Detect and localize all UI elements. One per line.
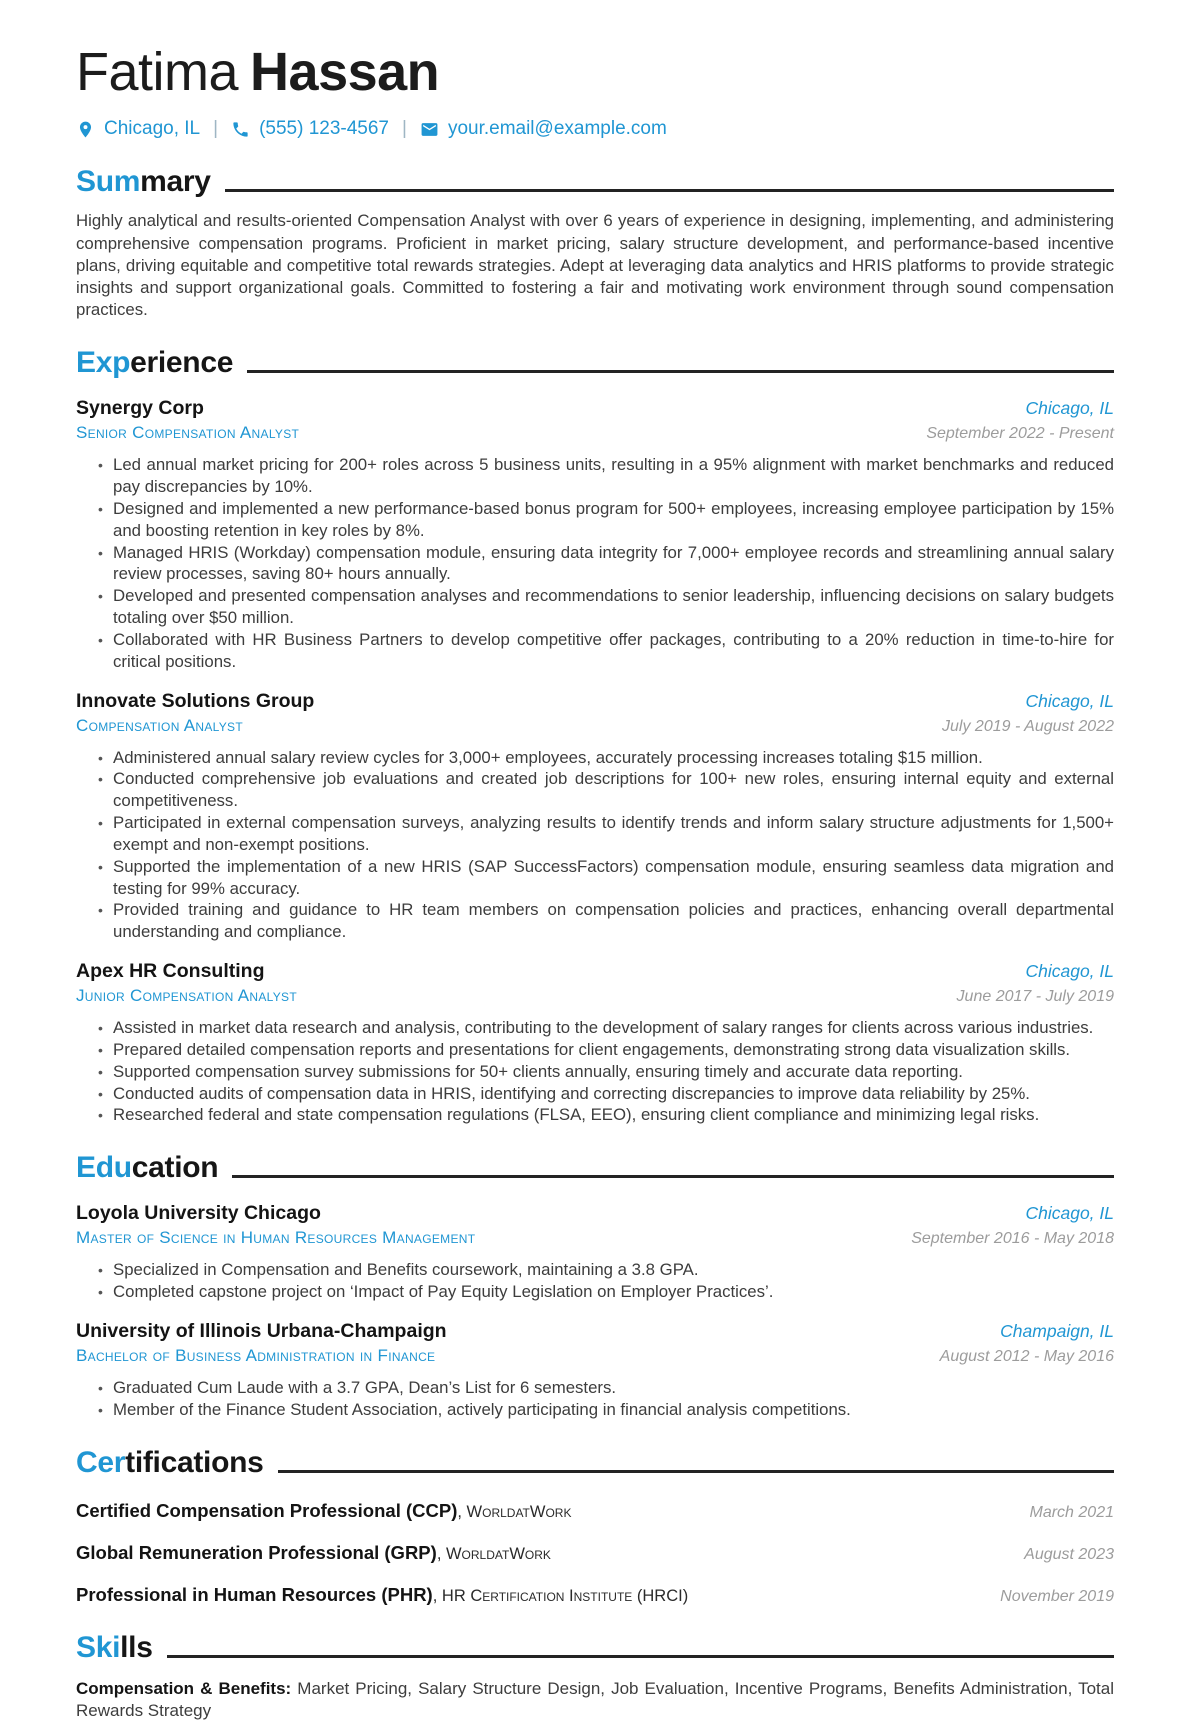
location-pin-icon (76, 120, 95, 139)
email-text: your.email@example.com (447, 118, 667, 140)
heading-rule (247, 370, 1114, 373)
heading-rule (167, 1655, 1114, 1658)
certification-date: August 2023 (1024, 1545, 1114, 1563)
phone-text: (555) 123-4567 (259, 118, 389, 140)
phone-icon (231, 120, 250, 139)
first-name: Fatima (76, 42, 239, 102)
company-name: Innovate Solutions Group (76, 689, 315, 712)
contact-location (76, 118, 200, 140)
experience-entry-synergy-corp (76, 397, 1114, 672)
job-title: Senior Compensation Analyst (76, 423, 300, 443)
experience-entry-apex-hr (76, 960, 1114, 1126)
job-title: Junior Compensation Analyst (76, 986, 297, 1006)
heading-rule (278, 1470, 1114, 1473)
bullet-item: • Led annual market pricing for 200+ roles across 5 business units, resulting in a 95% alignment with market benchmarks and reduced pay discrepancies by 10%. (76, 454, 1114, 498)
section-certifications (76, 1446, 1114, 1606)
certification-name: Global Remuneration Professional (GRP) (76, 1541, 437, 1563)
section-experience (76, 346, 1114, 1126)
heading-rule (232, 1175, 1114, 1178)
heading-rule (225, 189, 1114, 192)
contact-row (76, 118, 1114, 140)
school-name: University of Illinois Urbana-Champaign (76, 1319, 447, 1342)
bullet-item: • Researched federal and state compensation regulations (FLSA, EEO), ensuring client compliance and minimizing legal risks. (76, 1104, 1114, 1126)
skills-heading (76, 1631, 1114, 1665)
contact-email (420, 118, 667, 140)
company-location: Chicago, IL (1025, 398, 1114, 419)
issuer-separator: , (436, 1544, 446, 1563)
envelope-icon (420, 120, 439, 139)
bullet-item: • Completed capstone project on ‘Impact of Pay Equity Legislation on Employer Practices’. (76, 1281, 1114, 1303)
job-dates: June 2017 - July 2019 (956, 988, 1114, 1006)
bullet-item: • Managed HRIS (Workday) compensation module, ensuring data integrity for 7,000+ employee records and streamlining annual salary review processes, saving 80+ hours annually. (76, 542, 1114, 586)
certification-row (76, 1584, 1114, 1606)
skills-line (76, 1678, 1114, 1723)
certification-row (76, 1500, 1114, 1522)
bullet-item: • Prepared detailed compensation reports and presentations for client engagements, demonstrating strong data visualization skills. (76, 1039, 1114, 1061)
company-name: Synergy Corp (76, 397, 204, 420)
bullet-item: • Specialized in Compensation and Benefits coursework, maintaining a 3.8 GPA. (76, 1259, 1114, 1281)
certification-name: Professional in Human Resources (PHR) (76, 1583, 433, 1605)
experience-heading (76, 346, 1114, 380)
job-bullets (76, 454, 1114, 672)
bullet-item: • Conducted audits of compensation data in HRIS, identifying and correcting discrepancies to improve data reliability by 25%. (76, 1083, 1114, 1105)
certification-date: March 2021 (1029, 1503, 1114, 1521)
person-name (76, 42, 1114, 102)
certification-issuer: WorldatWork (445, 1544, 551, 1563)
contact-phone (231, 118, 389, 140)
certifications-title: Certifications (76, 1445, 264, 1479)
education-heading (76, 1151, 1114, 1185)
bullet-item: • Supported compensation survey submissions for 50+ clients annually, ensuring timely and accurate data reporting. (76, 1061, 1114, 1083)
bullet-item: • Designed and implemented a new performance-based bonus program for 500+ employees, increasing employee participation by 15% and boosting retention in key roles by 8%. (76, 498, 1114, 542)
school-location: Chicago, IL (1025, 1203, 1114, 1224)
summary-title: Summary (76, 165, 211, 199)
summary-text: Highly analytical and results-oriented Compensation Analyst with over 6 years of experience in designing, implementing, and administering comprehensive compensation programs. Proficient in market pricing, salary structure development, and performance-based incentive plans, driving equitable and competitive total rewards strategies. Adept at leveraging data analytics and HRIS platforms to provide strategic insights and support organizational goals. Committed to fostering a fair and motivating work environment through sound compensation practices. (76, 211, 1114, 320)
bullet-item: • Member of the Finance Student Association, actively participating in financial analysis competitions. (76, 1399, 1114, 1421)
experience-title: Experience (76, 346, 234, 380)
degree-dates: September 2016 - May 2018 (911, 1230, 1114, 1248)
bullet-item: • Administered annual salary review cycles for 3,000+ employees, accurately processing increases totaling $15 million. (76, 747, 1114, 769)
contact-separator: | (213, 118, 219, 140)
education-bullets (76, 1377, 1114, 1421)
bullet-item: • Participated in external compensation surveys, analyzing results to identify trends and inform salary structure adjustments for 1,500+ exempt and non-exempt positions. (76, 812, 1114, 856)
bullet-item: • Supported the implementation of a new HRIS (SAP SuccessFactors) compensation module, ensuring seamless data migration and testing for 99% accuracy. (76, 856, 1114, 900)
certification-name: Certified Compensation Professional (CCP) (76, 1499, 458, 1521)
location-text: Chicago, IL (104, 118, 201, 140)
section-summary (76, 165, 1114, 321)
education-entry-loyola (76, 1202, 1114, 1303)
issuer-separator: , (432, 1586, 442, 1605)
certification-issuer: HR Certification Institute (HRCI) (441, 1586, 689, 1605)
bullet-item: • Provided training and guidance to HR team members on compensation policies and practices, enhancing overall departmental understanding and compliance. (76, 899, 1114, 943)
skill-list: Market Pricing, Salary Structure Design, Job Evaluation, Incentive Programs, Benefits Administration, Total Rewards Strategy (76, 1678, 1114, 1721)
degree-name: Master of Science in Human Resources Management (76, 1228, 476, 1248)
education-title: Education (76, 1151, 219, 1185)
job-title: Compensation Analyst (76, 715, 243, 735)
job-dates: September 2022 - Present (926, 425, 1114, 443)
certifications-heading (76, 1446, 1114, 1480)
school-location: Champaign, IL (1000, 1320, 1114, 1341)
section-education (76, 1151, 1114, 1420)
company-name: Apex HR Consulting (76, 960, 265, 983)
education-entry-uiuc (76, 1320, 1114, 1421)
job-bullets (76, 1017, 1114, 1126)
certification-date: November 2019 (1000, 1587, 1114, 1605)
experience-entry-innovate-solutions (76, 690, 1114, 943)
section-skills (76, 1631, 1114, 1723)
company-location: Chicago, IL (1025, 961, 1114, 982)
job-bullets (76, 747, 1114, 943)
education-bullets (76, 1259, 1114, 1303)
last-name: Hassan (250, 42, 440, 102)
skills-title: Skills (76, 1630, 153, 1664)
summary-heading (76, 165, 1114, 199)
bullet-item: • Collaborated with HR Business Partners to develop competitive offer packages, contributing to a 20% reduction in time-to-hire for critical positions. (76, 629, 1114, 673)
skill-category-label: Compensation & Benefits: (76, 1678, 292, 1698)
degree-dates: August 2012 - May 2016 (939, 1347, 1114, 1365)
certification-issuer: WorldatWork (466, 1502, 572, 1521)
certification-row (76, 1542, 1114, 1564)
bullet-item: • Assisted in market data research and analysis, contributing to the development of salary ranges for clients across various industries. (76, 1017, 1114, 1039)
bullet-item: • Conducted comprehensive job evaluations and created job descriptions for 100+ new roles, ensuring internal equity and external competitiveness. (76, 768, 1114, 812)
bullet-item: • Graduated Cum Laude with a 3.7 GPA, Dean’s List for 6 semesters. (76, 1377, 1114, 1399)
job-dates: July 2019 - August 2022 (942, 717, 1114, 735)
issuer-separator: , (457, 1502, 467, 1521)
company-location: Chicago, IL (1025, 690, 1114, 711)
school-name: Loyola University Chicago (76, 1202, 321, 1225)
bullet-item: • Developed and presented compensation analyses and recommendations to senior leadership, influencing decisions on salary budgets totaling over $50 million. (76, 585, 1114, 629)
degree-name: Bachelor of Business Administration in Finance (76, 1345, 436, 1365)
contact-separator: | (402, 118, 407, 140)
